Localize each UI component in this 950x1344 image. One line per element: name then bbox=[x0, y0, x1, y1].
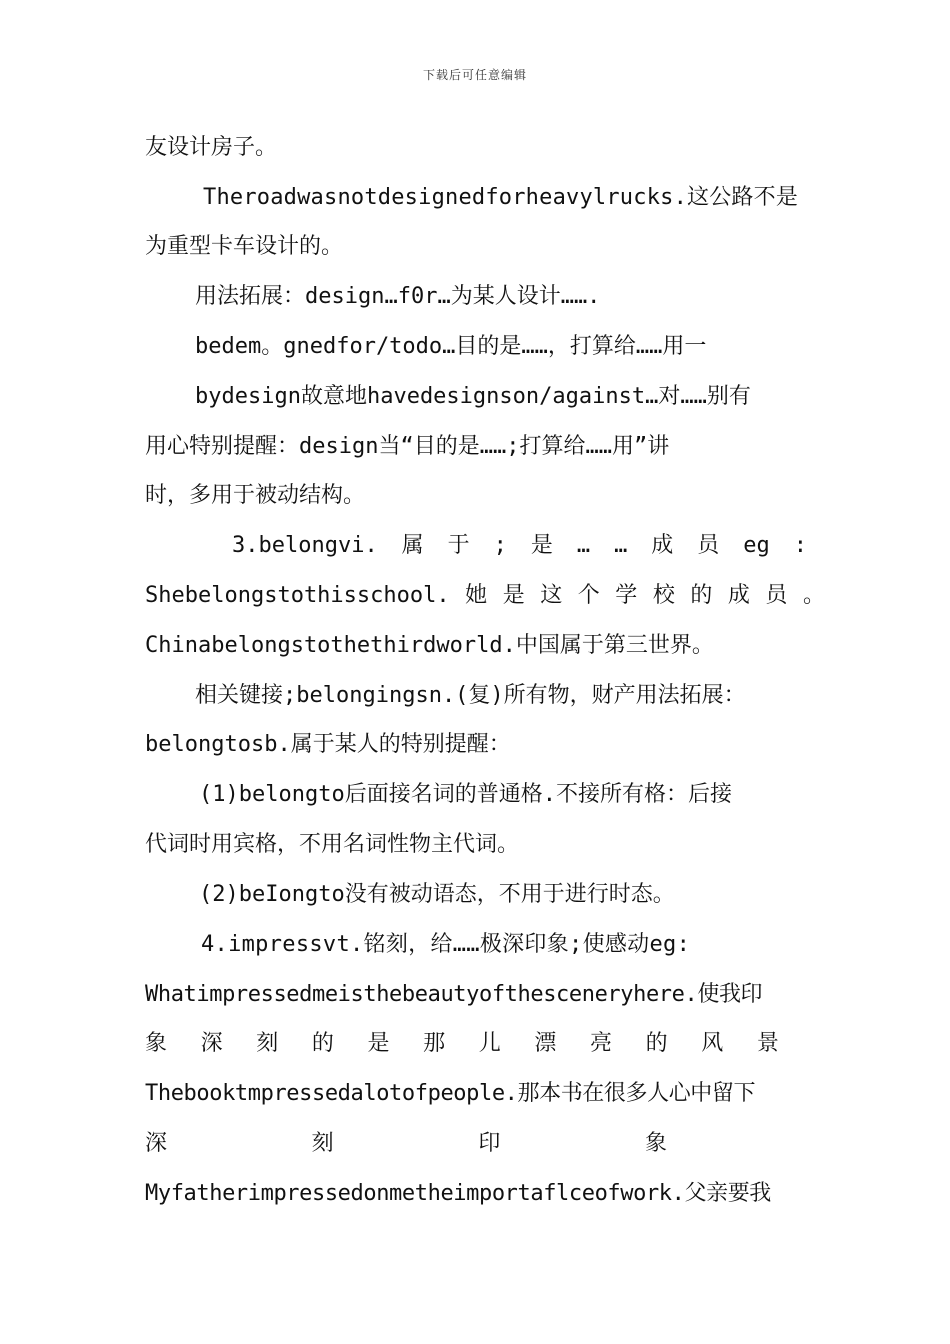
word: … bbox=[576, 533, 591, 558]
text-line-1: 友设计房子。 bbox=[145, 135, 278, 160]
text-line-19-justified bbox=[145, 1029, 779, 1059]
text-line-18: Whatimpressedmeisthebeautyofthesceneryhere.使我印 bbox=[145, 982, 763, 1007]
word: 漂 bbox=[534, 1031, 557, 1056]
text-line-17: 4.impressvt.铭刻，给……极深印象;使感动eg: bbox=[201, 932, 691, 957]
text-line-12: 相关键接;belongingsn.(复)所有物，财产用法拓展： bbox=[195, 683, 746, 708]
word: 的 bbox=[645, 1031, 668, 1056]
word: 深 bbox=[145, 1131, 168, 1156]
word: 3.belongvi. bbox=[232, 533, 378, 558]
word: 员 bbox=[697, 533, 720, 558]
word: ; bbox=[493, 533, 507, 558]
text-line-15: 代词时用宾格，不用名词性物主代词。 bbox=[145, 832, 520, 857]
text-line-10-justified bbox=[145, 581, 825, 611]
word: 景 bbox=[756, 1031, 779, 1056]
text-line-14: (1)belongto后面接名词的普通格.不接所有格：后接 bbox=[199, 782, 732, 807]
text-line-20: Thebooktmpressedalotofpeople.那本书在很多人心中留下 bbox=[145, 1081, 756, 1106]
word: 象 bbox=[145, 1031, 168, 1056]
word: 是 bbox=[530, 533, 553, 558]
text-line-9-justified bbox=[232, 531, 807, 561]
word: 个 bbox=[577, 583, 600, 608]
word: 这 bbox=[540, 583, 563, 608]
text-line-7: 用心特别提醒：design当“目的是……;打算给……用”讲 bbox=[145, 434, 670, 459]
word: : bbox=[793, 533, 807, 558]
word: Shebelongstothisschool. bbox=[145, 583, 450, 608]
word: 她 bbox=[465, 583, 488, 608]
text-line-3: 为重型卡车设计的。 bbox=[145, 234, 344, 259]
word: 那 bbox=[423, 1031, 446, 1056]
word: 。 bbox=[802, 583, 825, 608]
text-line-8: 时，多用于被动结构。 bbox=[145, 483, 366, 508]
text-line-22: Myfatherimpressedonmetheimportaflceofwork.父亲要我 bbox=[145, 1181, 771, 1206]
word: … bbox=[614, 533, 628, 558]
text-line-2: Theroadwasnotdesignedforheavylrucks.这公路不是 bbox=[203, 185, 799, 210]
word: 深 bbox=[200, 1031, 223, 1056]
word: 校 bbox=[652, 583, 675, 608]
word: eg bbox=[743, 533, 770, 558]
word: 儿 bbox=[478, 1031, 501, 1056]
text-line-11: Chinabelongstothethirdworld.中国属于第三世界。 bbox=[145, 633, 714, 658]
word: 风 bbox=[701, 1031, 724, 1056]
word: 成 bbox=[651, 533, 674, 558]
text-line-16: (2)beIongto没有被动语态，不用于进行时态。 bbox=[199, 882, 675, 907]
word: 的 bbox=[690, 583, 713, 608]
text-line-13: belongtosb.属于某人的特别提醒： bbox=[145, 732, 511, 757]
word: 是 bbox=[367, 1031, 390, 1056]
text-line-4: 用法拓展：design…f0r…为某人设计……. bbox=[195, 284, 601, 309]
word: 是 bbox=[502, 583, 525, 608]
text-line-5: bedem。gnedfor/todo…目的是……，打算给……用一 bbox=[195, 334, 707, 359]
text-line-21-justified bbox=[145, 1129, 667, 1159]
word: 成 bbox=[727, 583, 750, 608]
word: 员 bbox=[765, 583, 788, 608]
word: 于 bbox=[447, 533, 470, 558]
word: 刻 bbox=[311, 1131, 334, 1156]
word: 的 bbox=[311, 1031, 334, 1056]
text-line-6: bydesign故意地havedesignson/against…对……别有 bbox=[195, 384, 751, 409]
word: 印 bbox=[478, 1131, 501, 1156]
word: 亮 bbox=[590, 1031, 613, 1056]
page-header: 下载后可任意编辑 bbox=[422, 68, 527, 82]
word: 象 bbox=[644, 1131, 667, 1156]
word: 学 bbox=[615, 583, 638, 608]
word: 属 bbox=[401, 533, 424, 558]
word: 刻 bbox=[256, 1031, 279, 1056]
